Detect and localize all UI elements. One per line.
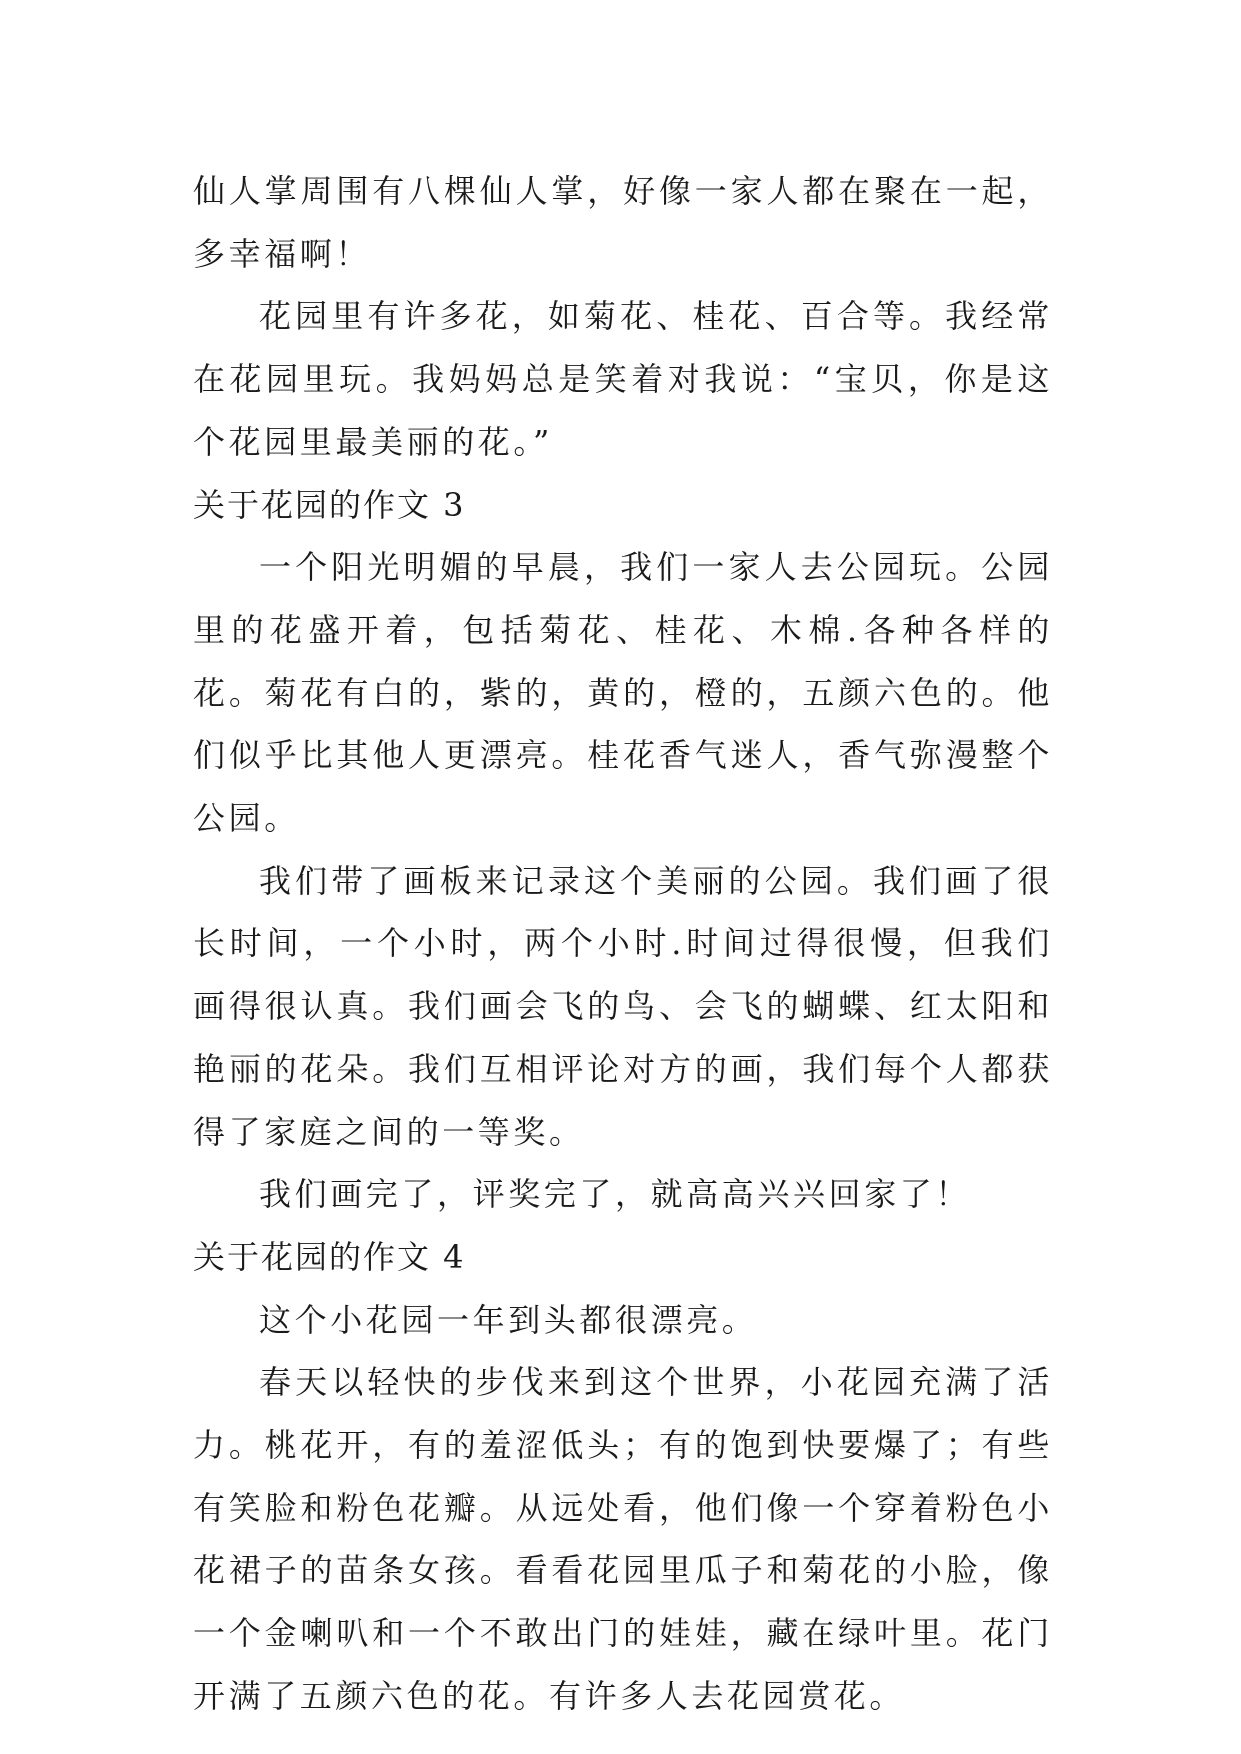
section-heading: 关于花园的作文 3 <box>193 485 466 524</box>
paragraph: 花园里有许多花，如菊花、桂花、百合等。我经常在花园里玩。我妈妈总是笑着对我说：“宝贝，你是这个花园里最美丽的花。” <box>193 297 1053 461</box>
paragraph: 我们画完了，评奖完了，就高高兴兴回家了！ <box>259 1175 972 1214</box>
section-heading: 关于花园的作文 4 <box>193 1237 466 1276</box>
paragraph: 一个阳光明媚的早晨，我们一家人去公园玩。公园里的花盛开着，包括菊花、桂花、木棉.各种各样的花。菊花有白的，紫的，黄的，橙的，五颜六色的。他们似乎比其他人更漂亮。桂花香气迷人，香气弥漫整个公园。 <box>193 548 1053 838</box>
document-body <box>193 160 1053 1728</box>
paragraph: 这个小花园一年到头都很漂亮。 <box>259 1300 758 1339</box>
paragraph: 我们带了画板来记录这个美丽的公园。我们画了很长时间，一个小时，两个小时.时间过得很慢，但我们画得很认真。我们画会飞的鸟、会飞的蝴蝶、红太阳和艳丽的花朵。我们互相评论对方的画，我们每个人都获得了家庭之间的一等奖。 <box>193 861 1053 1151</box>
paragraph: 春天以轻快的步伐来到这个世界，小花园充满了活力。桃花开，有的羞涩低头；有的饱到快要爆了；有些有笑脸和粉色花瓣。从远处看，他们像一个穿着粉色小花裙子的苗条女孩。看看花园里瓜子和菊花的小脸，像一个金喇叭和一个不敢出门的娃娃，藏在绿叶里。花门开满了五颜六色的花。有许多人去花园赏花。 <box>193 1363 1053 1715</box>
paragraph: 仙人掌周围有八棵仙人掌，好像一家人都在聚在一起，多幸福啊！ <box>193 172 1053 273</box>
